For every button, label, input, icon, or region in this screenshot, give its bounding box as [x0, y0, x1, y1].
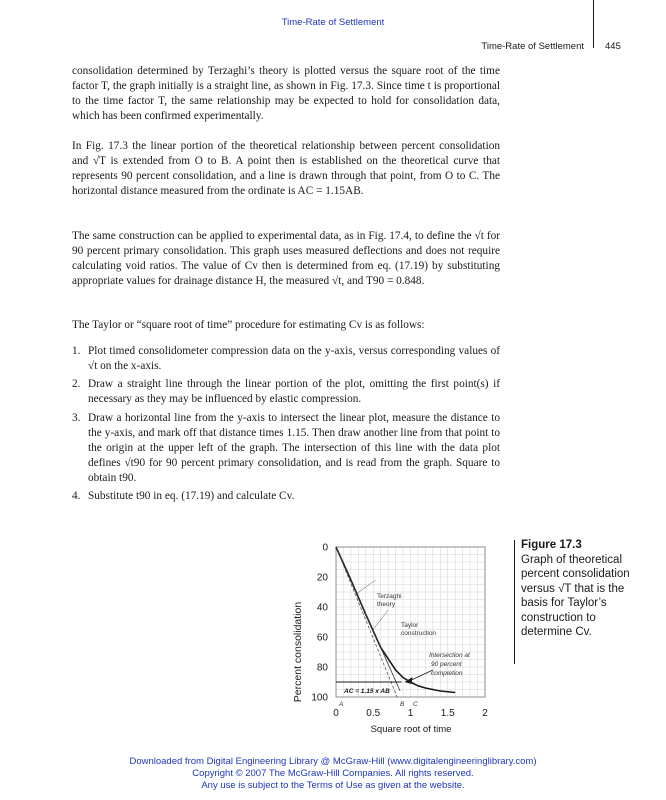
figure-caption-text: Graph of theoretical percent consolidation versus √T that is the basis for Taylor’s construction to determine Cv. [521, 553, 630, 638]
y-tick-label: 20 [316, 572, 328, 584]
terzaghi-label-1: Terzaghi [377, 593, 402, 600]
list-item: 3. Draw a horizontal line from the y-axis to intersect the linear plot, measure the distance to the y-axis, and mark off that distance times 1.15. Then draw another line from that point to the origin at the upper left of the graph. The intersection of this line with the data plot defines √t90 for 90 percent primary consolidation, and is read from the graph. Square to obtain t90. [72, 412, 500, 484]
y-tick-label: 40 [316, 602, 328, 614]
taylor-label-1: Taylor [401, 622, 419, 629]
x-tick-label: 1.5 [440, 708, 455, 719]
y-tick-label: 100 [311, 692, 328, 704]
intersection-label-3: completion [431, 670, 463, 677]
x-tick-label: 1 [407, 708, 414, 719]
chart-ticks [311, 543, 488, 720]
paragraph-1: consolidation determined by Terzaghi’s theory is plotted versus the square root of the time factor T, the graph initially is a straight line, as shown in Fig. 17.3. Since time t is proportional to the time factor T, the same relationship may be expected to hold for consolidation data, which has been confirmed experimentally. [72, 65, 500, 122]
top-chapter-link[interactable]: Time-Rate of Settlement [281, 17, 385, 28]
arrow-head [405, 677, 413, 684]
intersection-label-2: 90 percent [431, 661, 462, 668]
figure-caption [521, 538, 631, 640]
running-head: Time-Rate of Settlement [481, 41, 584, 52]
list-item: 4. Substitute t90 in eq. (17.19) and calculate Cv. [72, 490, 295, 502]
ac-label: AC = 1.15 x AB [344, 688, 390, 695]
list-item: 2. Draw a straight line through the linear portion of the plot, omitting the first point(s) if necessary as they may be influenced by elastic compression. [72, 378, 500, 405]
page-number: 445 [605, 41, 621, 52]
point-a-label: A [339, 701, 344, 708]
header-rule [593, 0, 594, 48]
caption-rule [514, 540, 515, 664]
footer-download-link[interactable]: Downloaded from Digital Engineering Library @ McGraw-Hill (www.digitalengineeringlibrary.com) [129, 756, 537, 767]
x-tick-label: 0.5 [366, 708, 381, 719]
terzaghi-label-2: theory [377, 601, 396, 608]
intersection-label-1: Intersection at [429, 652, 470, 659]
series-line [336, 547, 400, 691]
taylor-label-2: construction [401, 630, 437, 637]
y-axis-label: Percent consolidation [292, 601, 304, 703]
x-axis-label: Square root of time [370, 724, 452, 735]
x-tick-label: 0 [333, 708, 339, 719]
x-tick-label: 2 [482, 708, 488, 719]
paragraph-2: In Fig. 17.3 the linear portion of the theoretical relationship between percent consolidation and √T is extended from O to B. A point then is established on the theoretical curve that represents 90 percent consolidation, and a line is drawn through that point, from O to C. The horizontal distance measured from the ordinate is AC = 1.15AB. [72, 140, 500, 197]
consolidation-chart [280, 530, 510, 740]
footer-copyright: Copyright © 2007 The McGraw-Hill Companies. All rights reserved. [192, 768, 474, 779]
leader-line [357, 580, 376, 594]
y-tick-label: 0 [322, 542, 328, 554]
paragraph-3: The same construction can be applied to experimental data, as in Fig. 17.4, to define the √t for 90 percent primary consolidation. This graph uses measured deflections and does not require calculating void ratios. The value of Cv then is determined from eq. (17.19) by substituting appropriate values for drainage distance H, the measured √t, and T90 = 0.848. [72, 230, 500, 287]
y-tick-label: 60 [316, 632, 328, 644]
point-c-label: C [413, 701, 418, 708]
point-b-label: B [400, 701, 405, 708]
list-item: 1. Plot timed consolidometer compression data on the y-axis, versus corresponding values of √t on the x-axis. [72, 345, 500, 372]
footer-terms-link[interactable]: Any use is subject to the Terms of Use as given at the website. [201, 780, 465, 791]
arrow-shaft [412, 670, 433, 680]
figure-title: Figure 17.3 [521, 539, 582, 551]
y-tick-label: 80 [316, 662, 328, 674]
paragraph-4: The Taylor or “square root of time” procedure for estimating Cv is as follows: [72, 319, 425, 331]
